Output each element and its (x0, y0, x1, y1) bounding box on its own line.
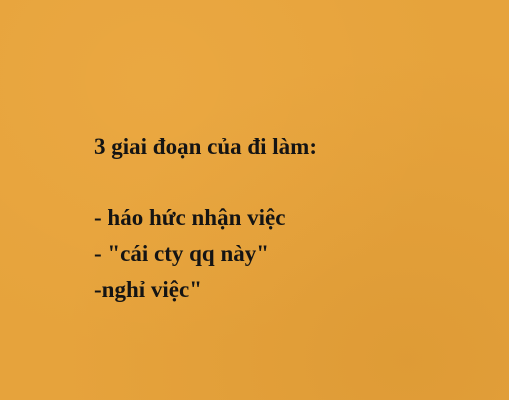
stage-1-text: - háo hức nhận việc (94, 205, 286, 230)
stage-2-text: - "cái cty qq này" (94, 241, 270, 266)
heading-text: 3 giai đoạn của đi làm: (94, 134, 318, 159)
stage-3-text: -nghỉ việc" (94, 277, 202, 302)
